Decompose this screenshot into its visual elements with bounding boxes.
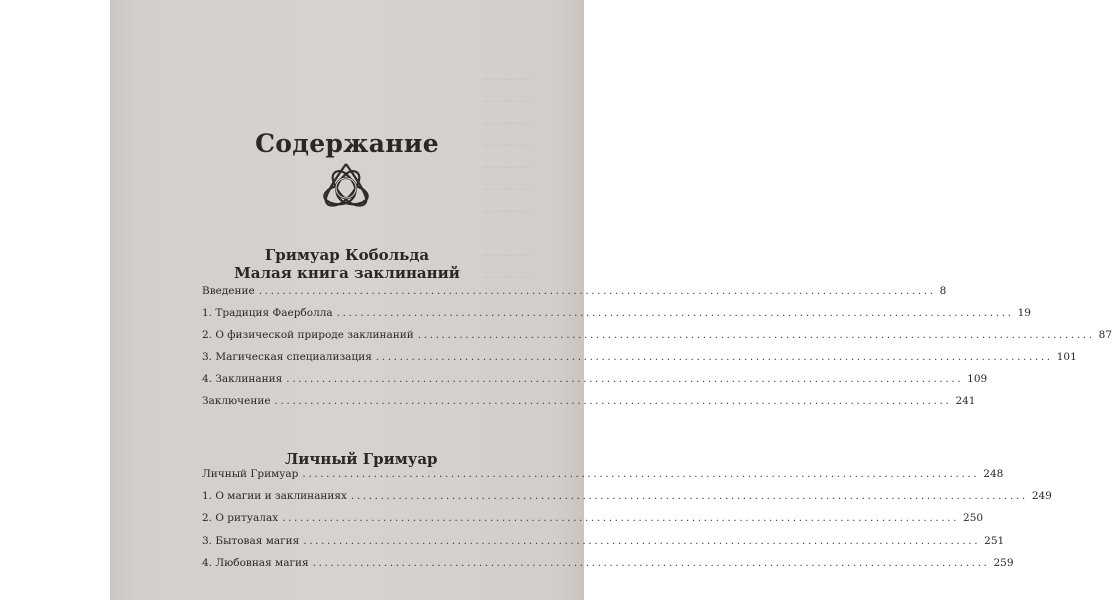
toc-entry-page: 19 (1017, 307, 1031, 319)
toc-entry (202, 373, 988, 395)
toc-entry-label: 4. Любовная магия (202, 556, 309, 569)
toc-entry-page: 259 (993, 556, 1014, 569)
toc-entry (202, 307, 1031, 329)
toc-entry (202, 395, 976, 417)
toc-entry (202, 512, 984, 534)
toc-entry (202, 468, 1004, 490)
toc-entry-label: Заключение (202, 395, 271, 407)
show-through-text: .............. (482, 202, 531, 215)
toc-entry-page: 8 (939, 285, 947, 297)
section1-subtitle: Малая книга заклинаний (234, 264, 460, 282)
toc-section1 (202, 285, 1112, 417)
toc-entry-label: 2. О физической природе заклинаний (202, 329, 414, 341)
show-through-text: .............. (482, 246, 531, 259)
toc-entry-page: 248 (983, 468, 1004, 480)
toc-entry (202, 351, 1077, 373)
toc-leader-dots: .................................................................................................................. (336, 307, 1014, 319)
toc-entry-page: 109 (967, 373, 988, 385)
show-through-text: .............. (482, 114, 531, 127)
toc-entry-label: 3. Магическая специализация (202, 351, 372, 363)
toc-entry-label: 3. Бытовая магия (202, 534, 300, 547)
toc-leader-dots: .................................................................................................................. (274, 395, 952, 407)
toc-entry-label: Введение (202, 285, 255, 297)
page-title: Содержание (255, 128, 439, 158)
toc-leader-dots: .................................................................................................................. (350, 490, 1028, 503)
section1-title: Гримуар Кобольда (264, 246, 430, 264)
toc-leader-dots: .................................................................................................................. (375, 351, 1053, 363)
section2-title: Личный Гримуар (285, 450, 438, 468)
toc-entry-page: 101 (1056, 351, 1077, 363)
toc-entry (202, 490, 1052, 512)
toc-leader-dots: .................................................................................................................. (286, 373, 964, 385)
show-through-text: .............. (482, 70, 531, 83)
celtic-knot-icon (319, 160, 373, 212)
show-through-text: .............. (482, 92, 531, 105)
toc-section2 (202, 468, 1052, 579)
toc-entry-label: Личный Гримуар (202, 468, 299, 480)
toc-leader-dots: .................................................................................................................. (417, 329, 1095, 341)
toc-entry-label: 2. О ритуалах (202, 512, 279, 525)
show-through-text: .............. (482, 158, 531, 171)
toc-entry-label: 1. Традиция Фаерболла (202, 307, 333, 319)
show-through-text: .............. (482, 180, 531, 193)
toc-entry-page: 251 (984, 534, 1005, 547)
toc-entry (202, 556, 1014, 579)
toc-leader-dots: .................................................................................................................. (302, 468, 980, 480)
toc-leader-dots: .................................................................................................................. (258, 285, 936, 297)
toc-entry (202, 285, 947, 307)
show-through-text: .............. (482, 136, 531, 149)
book-page (110, 0, 1112, 600)
toc-entry-label: 4. Заклинания (202, 373, 283, 385)
toc-entry-page: 87 (1098, 329, 1112, 341)
toc-entry (202, 534, 1005, 557)
toc-entry-page: 250 (963, 512, 984, 525)
toc-entry (202, 329, 1112, 351)
toc-leader-dots: .................................................................................................................. (282, 512, 960, 525)
toc-leader-dots: .................................................................................................................. (312, 556, 990, 569)
toc-entry-label: 1. О магии и заклинаниях (202, 490, 347, 503)
toc-entry-page: 241 (955, 395, 976, 407)
show-through-text: .............. (482, 268, 531, 281)
toc-entry-page: 249 (1031, 490, 1052, 503)
toc-leader-dots: .................................................................................................................. (303, 534, 981, 547)
